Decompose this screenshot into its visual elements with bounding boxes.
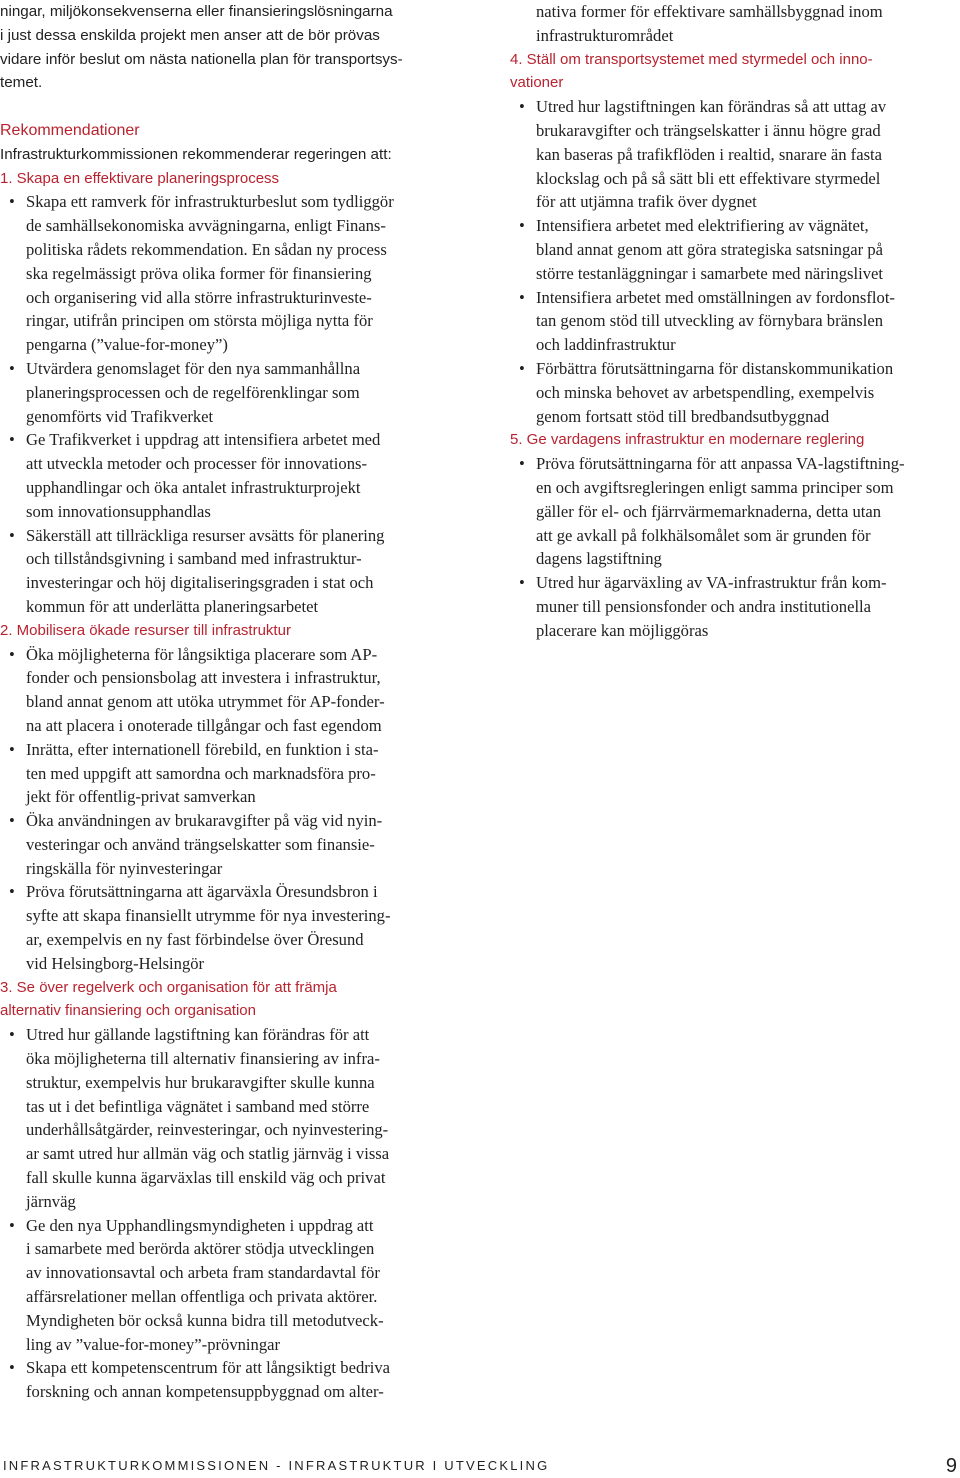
bullet-item-continuation: en och avgiftsregleringen enligt samma principer som: [536, 477, 894, 497]
numbered-subheading: 5. Ge vardagens infrastruktur en modernare reglering: [510, 431, 865, 449]
bullet-item-continuation: investeringar och höj digitaliseringsgraden i stat och: [26, 573, 374, 593]
bullet-item-continuation: brukaravgifter och trängselskatter i ännu högre grad: [536, 120, 881, 140]
bullet-item-continuation: upphandlingar och öka antalet infrastrukturprojekt: [26, 477, 361, 497]
bullet-item-continuation: ar samt utred hur allmän väg och statlig järnväg i vissa: [26, 1144, 390, 1164]
bullet-item: • Inrätta, efter internationell förebild, en funktion i sta-: [0, 738, 480, 762]
bullet-item-continuation: forskning och annan kompetensuppbyggnad om alter-: [26, 1382, 384, 1402]
bullet-item-continuation: och organisering vid alla större infrastrukturinveste-: [26, 287, 372, 307]
bullet-item-continuation: ar, exempelvis en ny fast förbindelse över Öresund: [26, 930, 364, 950]
right-column: [510, 0, 960, 643]
paragraph-line: Infrastrukturkommissionen rekommenderar regeringen att:: [0, 145, 392, 163]
bullet-item-continuation: bland annat genom att utöka utrymmet för AP-fonder-: [26, 692, 385, 712]
bullet-item-continuation: Myndigheten bör också kunna bidra till metodutveck-: [26, 1310, 384, 1330]
bullet-item-continuation: genom fortsatt stöd till bredbandsutbyggnad: [536, 406, 830, 426]
bullet-item: • Säkerställ att tillräckliga resurser avsätts för planering: [0, 524, 480, 548]
bullet-item-continuation: ringar, utifrån principen om största möjliga nytta för: [26, 311, 373, 331]
bullet-item-continuation: och laddinfrastruktur: [536, 335, 676, 355]
bullet-item-continuation: gäller för el- och fjärrvärmemarknaderna, detta utan: [536, 501, 882, 521]
bullet-item-continuation: och tillståndsgivning i samband med infrastruktur-: [26, 549, 362, 569]
bullet-item-continuation: dagens lagstiftning: [536, 549, 662, 569]
bullet-item-continuation: genomförts vid Trafikverket: [26, 406, 214, 426]
bullet-item: • Öka användningen av brukaravgifter på väg vid nyin-: [0, 809, 480, 833]
numbered-subheading: 2. Mobilisera ökade resurser till infrastruktur: [0, 621, 291, 639]
bullet-item-continuation: pengarna (”value-for-money”): [26, 335, 228, 355]
bullet-item-continuation: och minska behovet av arbetspendling, exempelvis: [536, 382, 875, 402]
bullet-item-continuation: vesteringar och använd trängselskatter som finansie-: [26, 834, 375, 854]
bullet-item: • Utred hur lagstiftningen kan förändras så att uttag av: [510, 95, 960, 119]
bullet-item-continuation: ten med uppgift att samordna och marknadsföra pro-: [26, 763, 376, 783]
bullet-item-continuation: infrastrukturområdet: [536, 25, 674, 45]
numbered-subheading: 1. Skapa en effektivare planeringsprocess: [0, 169, 280, 187]
bullet-item-continuation: placerare kan möjliggöras: [536, 620, 709, 640]
numbered-subheading: alternativ finansiering och organisation: [0, 1002, 256, 1020]
bullet-item: • Pröva förutsättningarna för att anpassa VA-lagstiftning-: [510, 452, 960, 476]
bullet-item-continuation: syfte att skapa finansiellt utrymme för nya investering-: [26, 906, 391, 926]
bullet-item: • Intensifiera arbetet med elektrifiering av vägnätet,: [510, 214, 960, 238]
bullet-item-continuation: öka möjligheterna till alternativ finansiering av infra-: [26, 1049, 380, 1069]
bullet-item-continuation: kan baseras på trafikflöden i realtid, snarare än fasta: [536, 144, 882, 164]
bullet-item: • Skapa ett kompetenscentrum för att långsiktigt bedriva: [0, 1356, 480, 1380]
numbered-subheading: 4. Ställ om transportsystemet med styrmedel och inno-: [510, 50, 873, 68]
bullet-item: • Öka möjligheterna för långsiktiga placerare som AP-: [0, 643, 480, 667]
bullet-item-continuation: fonder och pensionsbolag att investera i infrastruktur,: [26, 668, 381, 688]
bullet-item-continuation: ling av ”value-for-money”-prövningar: [26, 1334, 281, 1354]
bullet-item-continuation: ringskälla för nyinvesteringar: [26, 858, 223, 878]
bullet-item-continuation: de samhällsekonomiska avvägningarna, enligt Finans-: [26, 216, 386, 236]
bullet-item-continuation: större testanläggningar i samarbete med näringslivet: [536, 263, 883, 283]
numbered-subheading: vationer: [510, 74, 564, 92]
paragraph-line: vidare inför beslut om nästa nationella plan för transportsys-: [0, 50, 403, 68]
paragraph-line: temet.: [0, 74, 43, 92]
bullet-item-continuation: struktur, exempelvis hur brukaravgifter skulle kunna: [26, 1072, 375, 1092]
bullet-item-continuation: underhållsåtgärder, reinvesteringar, och nyinvestering-: [26, 1120, 389, 1140]
section-heading: Rekommendationer: [0, 121, 140, 139]
bullet-item: • Utred hur gällande lagstiftning kan förändras för att: [0, 1023, 480, 1047]
bullet-item-continuation: affärsrelationer mellan offentliga och privata aktörer.: [26, 1287, 378, 1307]
bullet-item-continuation: vid Helsingborg-Helsingör: [26, 953, 205, 973]
bullet-item-continuation: tas ut i det befintliga vägnätet i samband med större: [26, 1096, 370, 1116]
page-number: 9: [945, 1455, 957, 1477]
bullet-item-continuation: jekt för offentlig-privat samverkan: [26, 787, 256, 807]
bullet-item-continuation: nativa former för effektivare samhällsbyggnad inom: [536, 2, 883, 21]
running-footer: INFRASTRUKTURKOMMISSIONEN - INFRASTRUKTUR I UTVECKLING: [3, 1458, 550, 1473]
bullet-item: • Skapa ett ramverk för infrastrukturbeslut som tydliggör: [0, 190, 480, 214]
bullet-item-continuation: av innovationsavtal och arbeta fram standardavtal för: [26, 1263, 380, 1283]
bullet-item-continuation: na att placera i onoterade tillgångar och fast egendom: [26, 715, 382, 735]
bullet-item-continuation: fall skulle kunna ägarväxlas till enskild väg och privat: [26, 1168, 386, 1188]
bullet-item-continuation: att ge avkall på folkhälsomålet som är grunden för: [536, 525, 871, 545]
bullet-item: • Utvärdera genomslaget för den nya sammanhållna: [0, 357, 480, 381]
bullet-item: • Förbättra förutsättningarna för distanskommunikation: [510, 357, 960, 381]
bullet-item: • Ge den nya Upphandlingsmyndigheten i uppdrag att: [0, 1214, 480, 1238]
paragraph-line: ningar, miljökonsekvenserna eller finansieringslösningarna: [0, 3, 393, 20]
bullet-item-continuation: i samarbete med berörda aktörer stödja utvecklingen: [26, 1239, 375, 1259]
bullet-item-continuation: klockslag och på så sätt bli ett effektivare styrmedel: [536, 168, 881, 188]
bullet-item-continuation: ska regelmässigt pröva olika former för finansiering: [26, 263, 372, 283]
bullet-item-continuation: att utveckla metoder och processer för innovations-: [26, 454, 367, 474]
spacer: [0, 95, 480, 119]
bullet-item-continuation: planeringsprocessen och de regelförenklingar som: [26, 382, 360, 402]
bullet-item: • Utred hur ägarväxling av VA-infrastruktur från kom-: [510, 571, 960, 595]
bullet-item-continuation: som innovationsupphandlas: [26, 501, 211, 521]
bullet-item: • Pröva förutsättningarna att ägarväxla Öresundsbron i: [0, 880, 480, 904]
left-column: [0, 0, 480, 1404]
bullet-item: • Intensifiera arbetet med omställningen av fordonsflot-: [510, 286, 960, 310]
bullet-item-continuation: politiska rådets rekommendation. En sådan ny process: [26, 239, 387, 259]
bullet-item: • Ge Trafikverket i uppdrag att intensifiera arbetet med: [0, 428, 480, 452]
bullet-item-continuation: järnväg: [26, 1191, 76, 1211]
bullet-item-continuation: bland annat genom att göra strategiska satsningar på: [536, 239, 883, 259]
bullet-item-continuation: muner till pensionsfonder och andra institutionella: [536, 596, 872, 616]
bullet-item-continuation: för att utjämna trafik över dygnet: [536, 192, 757, 212]
bullet-item-continuation: kommun för att underlätta planeringsarbetet: [26, 596, 319, 616]
paragraph-line: i just dessa enskilda projekt men anser att de bör prövas: [0, 26, 380, 44]
bullet-item-continuation: tan genom stöd till utveckling av förnybara bränslen: [536, 311, 883, 331]
numbered-subheading: 3. Se över regelverk och organisation för att främja: [0, 978, 337, 996]
